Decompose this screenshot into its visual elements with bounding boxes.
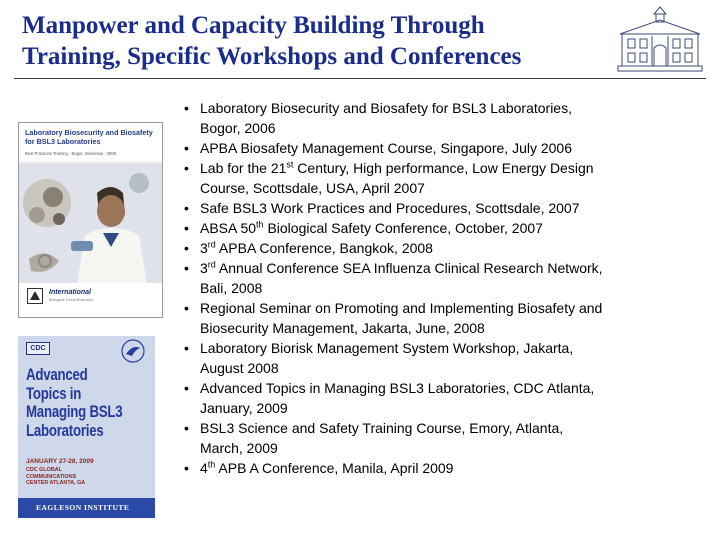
bullet: • (184, 140, 189, 156)
poster2-band: EAGLESON INSTITUTE (36, 503, 130, 512)
list-item: • Laboratory Biosecurity and Biosafety for BSL3 Laboratories, Bogor, 2006 (184, 100, 572, 136)
bullet: • (184, 380, 189, 396)
poster1-footer: International (49, 289, 92, 296)
cdc-poster-image (18, 336, 155, 518)
poster2-title-line: Managing BSL3 (26, 402, 123, 421)
bullet: • (184, 160, 189, 176)
poster1-title: Laboratory Biosecurity and Biosafety for BSL3 Laboratories (25, 128, 153, 146)
bullet: • (184, 200, 189, 216)
list-item: • 3rd Annual Conference SEA Influenza Clinical Research Network, Bali, 2008 (184, 259, 603, 296)
list-item: • Safe BSL3 Work Practices and Procedures, Scottsdale, 2007 (184, 200, 580, 216)
title-divider (14, 78, 706, 79)
slide-title (22, 10, 602, 72)
poster1-footer-sub: Biological Threat Reduction (49, 298, 93, 302)
list-item: • Lab for the 21st Century, High performance, Low Energy Design Course, Scottsdale, USA, April 2007 (184, 159, 594, 196)
list-item: • Regional Seminar on Promoting and Implementing Biosafety and Biosecurity Management, Jakarta, June, 2008 (184, 300, 603, 336)
poster2-title (26, 366, 123, 440)
poster1-subtitle: Best Practices Training · Bogor, Indonesia · 2006 (25, 151, 117, 156)
list-item: • Laboratory Biorisk Management System Workshop, Jakarta, August 2008 (184, 340, 574, 376)
poster2-dates: JANUARY 27-28, 2009 (26, 458, 94, 465)
poster2-title-line: Laboratories (26, 420, 104, 440)
slide-title-line-1: Manpower and Capacity Building Through (22, 12, 485, 39)
bullet: • (184, 300, 189, 316)
biosafety-poster-image (18, 122, 163, 318)
seal-icon (27, 288, 43, 304)
bullet: • (184, 220, 189, 236)
bullet: • (184, 100, 189, 116)
bullet: • (184, 460, 189, 476)
bullet: • (184, 340, 189, 356)
list-item: • BSL3 Science and Safety Training Course, Emory, Atlanta, March, 2009 (184, 420, 564, 456)
hhs-eagle-icon (120, 338, 146, 364)
list-item: • Advanced Topics in Managing BSL3 Laboratories, CDC Atlanta, January, 2009 (184, 380, 595, 416)
poster2-title-line: Advanced (26, 365, 88, 384)
cdc-logo: CDC (26, 342, 50, 355)
poster2-title-line: Topics in (26, 383, 82, 403)
slide-title-line-2: Training, Specific Workshops and Conferences (22, 43, 522, 70)
bullet: • (184, 260, 189, 276)
poster2-venue: CDC GLOBAL COMMUNICATIONS CENTER ATLANTA, GA (26, 467, 86, 486)
bullet: • (184, 240, 189, 256)
bullet: • (184, 420, 189, 436)
list-item: • ABSA 50th Biological Safety Conference, October, 2007 (184, 219, 543, 236)
scientist-photo-icon (19, 163, 163, 283)
list-item: • APBA Biosafety Management Course, Singapore, July 2006 (184, 140, 572, 156)
events-list (184, 98, 714, 478)
list-item: • 4th APB A Conference, Manila, April 2009 (184, 459, 454, 476)
list-item: • 3rd APBA Conference, Bangkok, 2008 (184, 239, 433, 256)
building-logo-icon (614, 4, 706, 76)
